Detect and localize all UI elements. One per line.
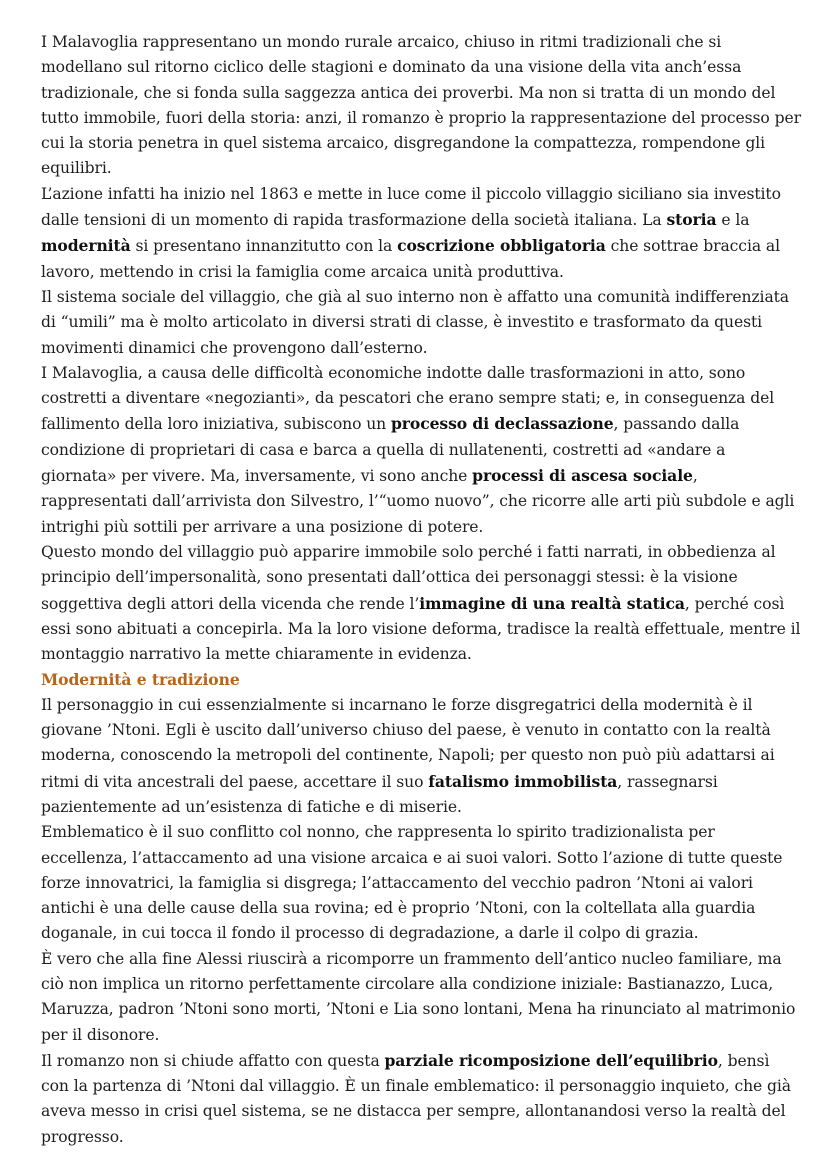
modernita-section: [41, 693, 801, 1150]
text-segment: , bensì con la partenza di ’Ntoni dal villaggio. È un finale emblematico: il personaggio inquieto, che già aveva messo in crisi quel sistema, se ne distacca per sempre, allontanandosi verso la realtà del progresso.: [41, 1051, 791, 1146]
bold-phrase: processo di declassazione: [390, 414, 614, 434]
text-segment: Questo mondo del villaggio può apparire immobile solo perché i fatti narrati, in obbedienza al principio dell’impersonalità, sono presentati dall’ottica dei personaggi stessi: è la visione soggettiva degli attori della vicenda che rende l’: [41, 542, 776, 613]
paragraph: [41, 285, 801, 361]
text-segment: Il romanzo non si chiude affatto con questa: [41, 1051, 385, 1070]
text-segment: che sottrae braccia al lavoro, mettendo in crisi la famiglia come arcaica unità produttiva.: [41, 237, 780, 281]
bold-phrase: immagine di una realtà statica: [419, 593, 685, 613]
text-segment: , perché così essi sono abituati a concepirla. Ma la loro visione deforma, tradisce la realtà effettuale, mentre il montaggio narrativo la mette chiaramente in evidenza.: [41, 594, 801, 664]
text-segment: si presentano innanzitutto con la: [130, 237, 398, 256]
paragraph: [41, 182, 801, 285]
intro-section: [41, 30, 801, 667]
text-segment: , rappresentati dall’arrivista don Silvestro, l’“uomo nuovo”, che ricorre alle arti più subdole e agli intrighi più sottili per arrivare a una posizione di potere.: [41, 467, 795, 536]
text-segment: È vero che alla fine Alessi riuscirà a ricomporre un frammento dell’antico nucleo familiare, ma ciò non implica un ritorno perfettamente circolare alla condizione iniziale: Bastianazzo, Luca, Maruzza, padron ’Ntoni sono morti, ’Ntoni e Lia sono lontani, Mena ha rinunciato al matrimonio per il disonore.: [41, 949, 796, 1044]
text-segment: e la: [716, 211, 750, 230]
text-segment: Il sistema sociale del villaggio, che già al suo interno non è affatto una comunità indifferenziata di “umili” ma è molto articolato in diversi strati di classe, è investito e trasformato da questi movimenti dinamici che provengono dall’esterno.: [41, 287, 790, 357]
paragraph: [41, 361, 801, 540]
text-segment: I Malavoglia rappresentano un mondo rurale arcaico, chiuso in ritmi tradizionali che si modellano sul ritorno ciclico delle stagioni e dominato da una visione della vita anch’essa tradizionale, che si fonda sulla saggezza antica dei proverbi. Ma non si tratta di un mondo del tutto immobile, fuori della storia: anzi, il romanzo è proprio la rappresentazione del processo per cui la storia penetra in quel sistema arcaico, disgregandone la compattezza, rompendone gli equilibri.: [41, 33, 801, 178]
paragraph: [41, 693, 801, 820]
text-segment: Il personaggio in cui essenzialmente si incarnano le forze disgregatrici della modernità è il giovane ’Ntoni. Egli è uscito dall’universo chiuso del paese, è venuto in contatto con la realtà moderna, conoscendo la metropoli del continente, Napoli; per questo non può più adattarsi ai ritmi di vita ancestrali del paese, accettare il suo: [41, 695, 775, 791]
section-heading: Modernità e tradizione: [41, 670, 240, 690]
bold-phrase: modernità: [41, 236, 131, 256]
paragraph: [41, 947, 801, 1048]
text-segment: , rassegnarsi pazientemente ad un’esistenza di fatiche e di miserie.: [41, 772, 718, 816]
paragraph: [41, 820, 801, 946]
bold-phrase: parziale ricomposizione dell’equilibrio: [384, 1050, 718, 1070]
bold-phrase: fatalismo immobilista: [428, 771, 618, 791]
bold-phrase: coscrizione obbligatoria: [397, 236, 606, 256]
paragraph: [41, 1048, 801, 1150]
text-segment: , passando dalla condizione di proprietari di casa e barca a quella di nullatenenti, costretti ad «andare a giornata» per vivere. Ma, inversamente, vi sono anche: [41, 415, 740, 486]
document-page: [41, 30, 801, 1150]
text-segment: Emblematico è il suo conflitto col nonno, che rappresenta lo spirito tradizionalista per eccellenza, l’attaccamento ad una visione arcaica e ai suoi valori. Sotto l’azione di tutte queste forze innovatrici, la famiglia si disgrega; l’attaccamento del vecchio padron ’Ntoni ai valori antichi è una delle cause della sua rovina; ed è proprio ’Ntoni, con la coltellata alla guardia doganale, in cui tocca il fondo il processo di degradazione, a darle il colpo di grazia.: [41, 823, 783, 943]
text-segment: L’azione infatti ha inizio nel 1863 e mette in luce come il piccolo villaggio siciliano sia investito dalle tensioni di un momento di rapida trasformazione della società italiana. La: [41, 184, 781, 230]
paragraph: [41, 30, 801, 182]
bold-phrase: storia: [666, 210, 717, 230]
bold-phrase: processi di ascesa sociale: [472, 466, 693, 486]
paragraph: [41, 540, 801, 667]
text-segment: I Malavoglia, a causa delle difficoltà economiche indotte dalle trasformazioni in atto, sono costretti a diventare «negozianti», da pescatori che erano sempre stati; e, in conseguenza del fallimento della loro iniziativa, subiscono un: [41, 363, 775, 434]
